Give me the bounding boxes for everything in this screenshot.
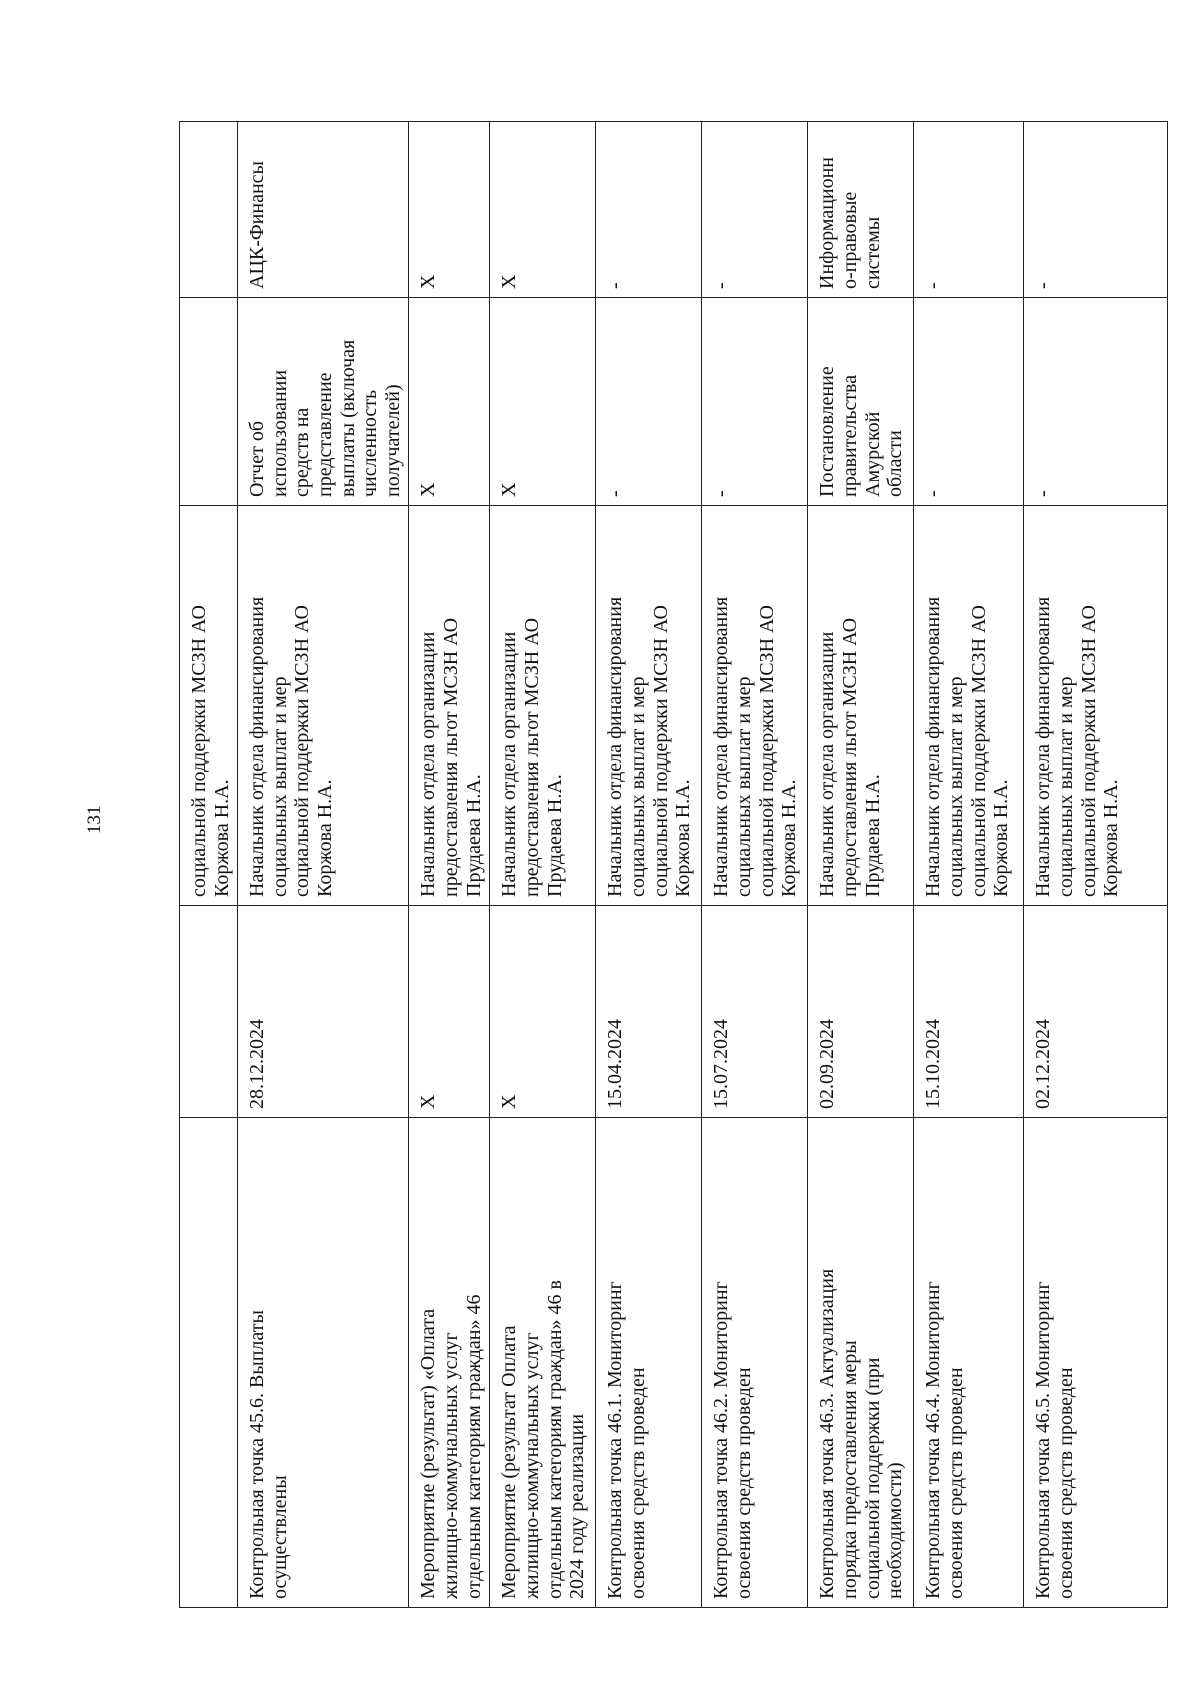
document-cell: Х	[490, 298, 596, 506]
system-cell: АЦК-Финансы	[238, 122, 409, 298]
table-row	[1024, 122, 1168, 1608]
system-cell: Информационн о-правовые системы	[808, 122, 914, 298]
system-cell: -	[1024, 122, 1168, 298]
responsible-cell: социальной поддержки МСЗН АО Коржова Н.А.	[180, 506, 238, 906]
table-row	[914, 122, 1024, 1608]
document-cell: Отчет об использовании средств на представление выплаты (включая численность получателей)	[238, 298, 409, 506]
responsible-cell: Начальник отдела организации предоставления льгот МСЗН АО Прудаева Н.А.	[409, 506, 490, 906]
system-cell: -	[596, 122, 702, 298]
event-cell: Контрольная точка 46.2. Мониторинг освоения средств проведен	[702, 1118, 808, 1608]
table-row	[409, 122, 490, 1608]
table-row	[180, 122, 238, 1608]
date-cell: Х	[409, 906, 490, 1118]
date-cell: 02.09.2024	[808, 906, 914, 1118]
document-cell: Постановление правительства Амурской области	[808, 298, 914, 506]
responsible-cell: Начальник отдела финансирования социальных выплат и мер социальной поддержки МСЗН АО Коржова Н.А.	[596, 506, 702, 906]
responsible-cell: Начальник отдела финансирования социальных выплат и мер социальной поддержки МСЗН АО Коржова Н.А.	[1024, 506, 1168, 906]
system-cell: -	[914, 122, 1024, 298]
date-cell: 28.12.2024	[238, 906, 409, 1118]
responsible-cell: Начальник отдела организации предоставления льгот МСЗН АО Прудаева Н.А.	[490, 506, 596, 906]
event-cell: Мероприятие (результат Оплата жилищно-коммунальных услуг отдельным категориям граждан» 46 в 2024 году реализации	[490, 1118, 596, 1608]
date-cell: 02.12.2024	[1024, 906, 1168, 1118]
date-cell: 15.04.2024	[596, 906, 702, 1118]
system-cell: -	[702, 122, 808, 298]
table-row	[238, 122, 409, 1608]
responsible-cell: Начальник отдела финансирования социальных выплат и мер социальной поддержки МСЗН АО Коржова Н.А.	[702, 506, 808, 906]
event-cell: Контрольная точка 46.5. Мониторинг освоения средств проведен	[1024, 1118, 1168, 1608]
document-cell: -	[914, 298, 1024, 506]
document-cell: Х	[409, 298, 490, 506]
event-cell: Контрольная точка 46.3. Актуализация порядка предоставления меры социальной поддержки (при необходимости)	[808, 1118, 914, 1608]
date-cell: 15.10.2024	[914, 906, 1024, 1118]
document-cell: -	[702, 298, 808, 506]
event-cell: Мероприятие (результат) «Оплата жилищно-коммунальных услуг отдельным категориям граждан» 46	[409, 1118, 490, 1608]
table-row	[808, 122, 914, 1608]
date-cell: 15.07.2024	[702, 906, 808, 1118]
table-row	[702, 122, 808, 1608]
control-points-table	[179, 121, 1168, 1608]
table-row	[490, 122, 596, 1608]
table-row	[596, 122, 702, 1608]
responsible-cell: Начальник отдела финансирования социальных выплат и мер социальной поддержки МСЗН АО Коржова Н.А.	[238, 506, 409, 906]
system-cell: Х	[490, 122, 596, 298]
date-cell	[180, 906, 238, 1118]
rotated-table-container	[179, 122, 1123, 1608]
document-cell: -	[596, 298, 702, 506]
event-cell: Контрольная точка 46.4. Мониторинг освоения средств проведен	[914, 1118, 1024, 1608]
event-cell: Контрольная точка 45.6. Выплаты осуществлены	[238, 1118, 409, 1608]
document-cell: -	[1024, 298, 1168, 506]
event-cell: Контрольная точка 46.1. Мониторинг освоения средств проведен	[596, 1118, 702, 1608]
page-number: 131	[84, 805, 105, 834]
responsible-cell: Начальник отдела финансирования социальных выплат и мер социальной поддержки МСЗН АО Коржова Н.А.	[914, 506, 1024, 906]
event-cell	[180, 1118, 238, 1608]
responsible-cell: Начальник отдела организации предоставления льгот МСЗН АО Прудаева Н.А.	[808, 506, 914, 906]
date-cell: Х	[490, 906, 596, 1118]
system-cell: Х	[409, 122, 490, 298]
document-cell	[180, 298, 238, 506]
system-cell	[180, 122, 238, 298]
